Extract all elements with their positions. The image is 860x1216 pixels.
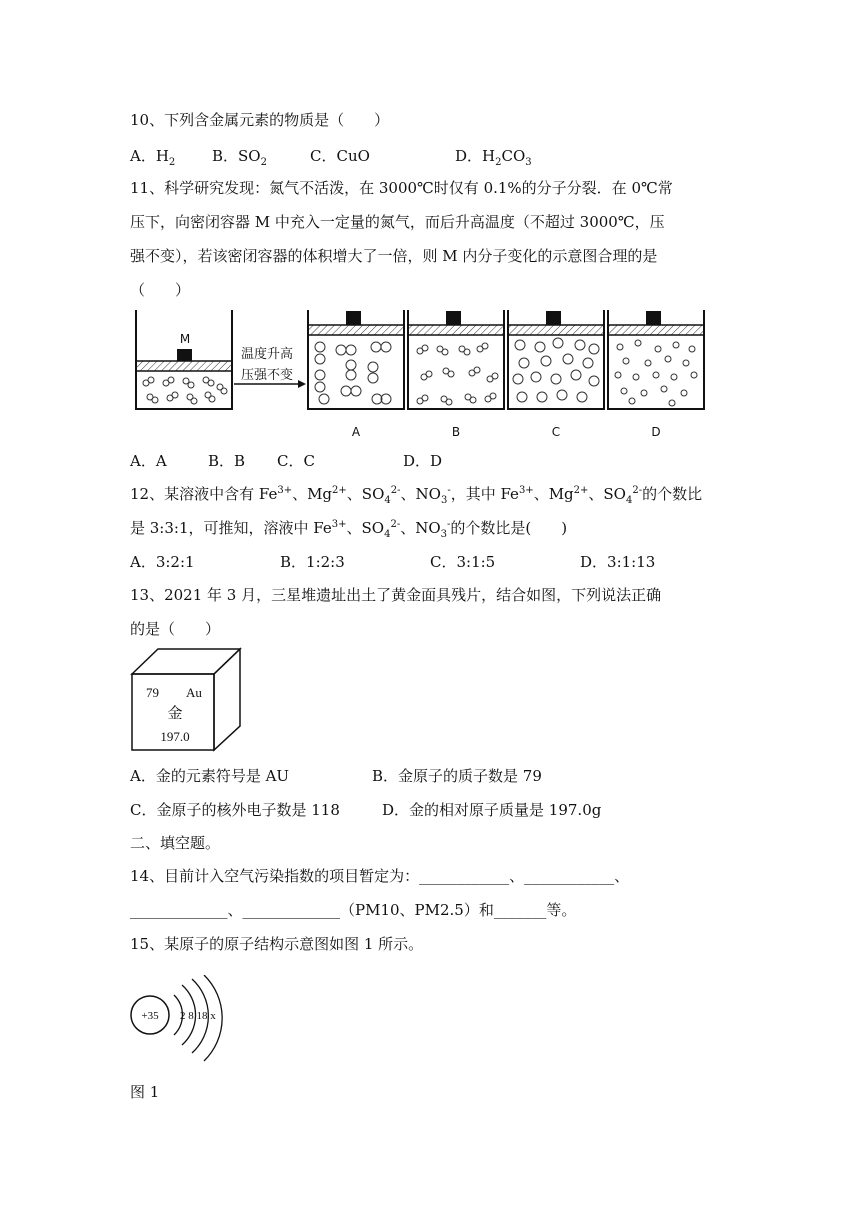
- q13-option-d: D．金的相对原子质量是 197.0g: [382, 801, 602, 819]
- q13-option-b: B．金原子的质子数是 79: [372, 767, 542, 785]
- q12-line-2: 是 3:3:1，可推知，溶液中 $Fe^{3+}$、$SO_4^{2-}$、$NO_3^-$的个数比是( ): [130, 519, 568, 540]
- q10-option-b: B．$SO_2$: [212, 147, 267, 168]
- label-a: A: [351, 425, 361, 439]
- arrow-text-2: 压强不变: [240, 368, 294, 383]
- figure-caption: 图 1: [130, 1083, 160, 1101]
- container-a: [308, 310, 404, 439]
- atom-structure-diagram: [126, 975, 236, 1065]
- q15-line-1: 15、某原子的原子结构示意图如图 1 所示。: [130, 935, 424, 953]
- q10-option-d: D．$H_2CO_3$: [455, 147, 532, 168]
- q10-option-a: A．$H_2$: [130, 147, 176, 168]
- q13-option-c: C．金原子的核外电子数是 118: [130, 801, 340, 819]
- q12-option-b: B．1:2:3: [280, 553, 345, 571]
- section-title: 二、填空题。: [130, 834, 221, 852]
- container-m: [136, 310, 232, 409]
- label-b: B: [451, 425, 461, 439]
- gold-element-cell: [128, 646, 244, 754]
- q11-line-3: 强不变），若该密闭容器的体积增大了一倍，则 M 内分子变化的示意图合理的是: [130, 247, 658, 265]
- atomic-mass: 197.0: [160, 729, 190, 744]
- container-m-label: M: [179, 332, 191, 346]
- q11-line-4: （ ）: [130, 281, 191, 299]
- nucleus-charge: +35: [141, 1010, 159, 1022]
- q11-line-1: 11、科学研究发现：氮气不活泼，在 3000℃时仅有 0.1%的分子分裂．在 0℃常: [130, 179, 673, 197]
- q10-stem: 10、下列含金属元素的物质是（ ）: [130, 111, 390, 129]
- element-symbol: Au: [186, 685, 202, 700]
- q13-option-a: A．金的元素符号是 AU: [130, 767, 290, 785]
- q12-option-d: D．3:1:13: [580, 553, 656, 571]
- q13-line-2: 的是（ ）: [130, 620, 221, 638]
- q13-line-1: 13、2021 年 3 月，三星堆遗址出土了黄金面具残片，结合如图，下列说法正确: [130, 586, 662, 604]
- arrow-head-icon: [298, 380, 306, 388]
- label-c: C: [551, 425, 561, 439]
- element-name: 金: [167, 704, 183, 722]
- q12-option-a: A．3:2:1: [130, 553, 195, 571]
- electron-shells: 2 8 18 x: [180, 1010, 216, 1022]
- q11-option-d: D．D: [403, 452, 443, 470]
- q11-figure: [128, 305, 708, 445]
- container-c: [508, 310, 604, 439]
- label-d: D: [651, 425, 661, 439]
- q11-option-b: B．B: [208, 452, 246, 470]
- q12-line-1: 12、某溶液中含有 $Fe^{3+}$、$Mg^{2+}$、$SO_4^{2-}$、$NO_3^-$，其中 $Fe^{3+}$、$Mg^{2+}$、$SO_4^{2-}$的个数比: [130, 485, 703, 506]
- container-d: [608, 310, 704, 439]
- q11-option-c: C．C: [277, 452, 315, 470]
- q11-option-a: A．A: [130, 452, 167, 470]
- q11-line-2: 压下，向密闭容器 M 中充入一定量的氮气，而后升高温度（不超过 3000℃，压: [130, 213, 665, 231]
- q12-option-c: C．3:1:5: [430, 553, 496, 571]
- arrow-text-1: 温度升高: [240, 347, 294, 362]
- q14-line-1: 14、目前计入空气污染指数的项目暂定为：____________、____________、: [130, 867, 630, 885]
- atomic-number: 79: [146, 685, 159, 700]
- q10-option-c: C．CuO: [310, 147, 370, 165]
- container-b: [408, 310, 504, 439]
- q14-line-2: _____________、_____________（PM10、PM2.5）和_______等。: [130, 901, 577, 919]
